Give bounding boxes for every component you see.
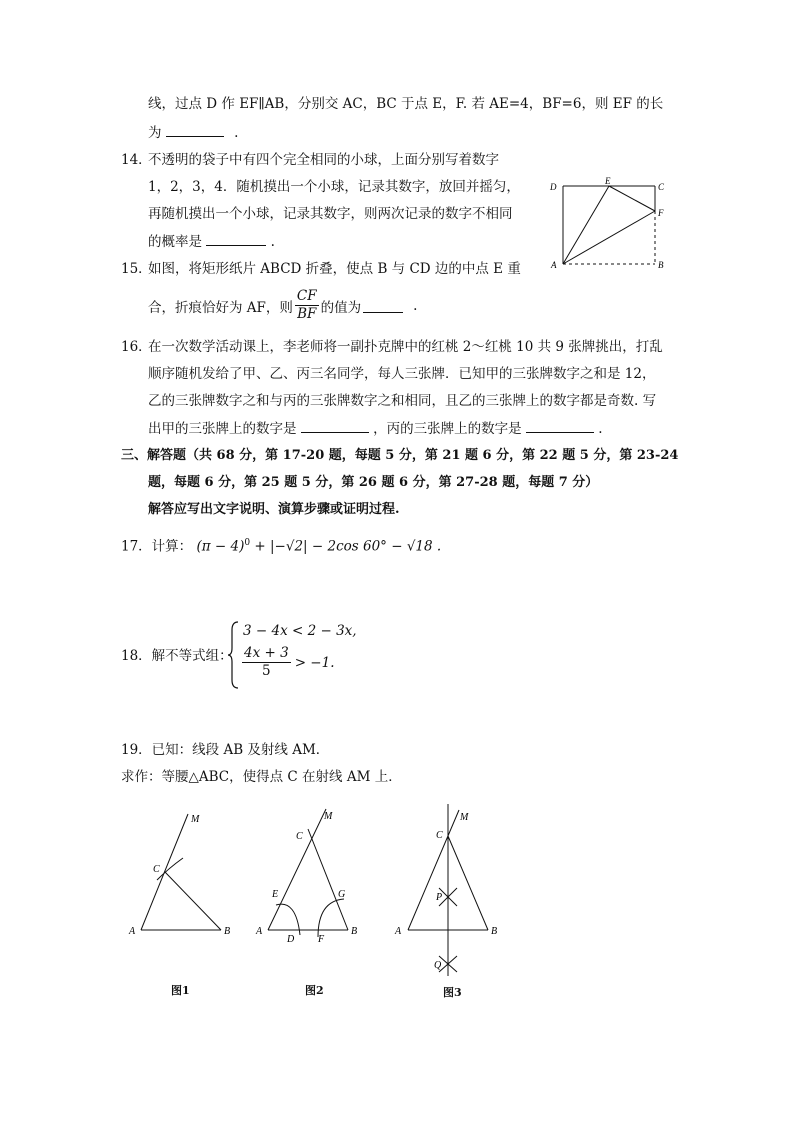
rect-seg-af xyxy=(563,211,655,264)
q13-answer-blank[interactable] xyxy=(166,122,224,137)
q14-line3: 再随机摸出一个小球，记录其数字，则两次记录的数字不相同 xyxy=(148,206,513,222)
q17-label: 17．计算： xyxy=(121,538,193,555)
q15-line1: 如图，将矩形纸片 ABCD 折叠，使点 B 与 CD 边的中点 E 重 xyxy=(148,261,521,277)
figure-2 xyxy=(252,805,372,945)
q15-suffix: . xyxy=(413,297,418,314)
q15-prefix: 合，折痕恰好为 AF，则 xyxy=(148,299,293,316)
figure-1 xyxy=(125,808,245,943)
q15-number: 15． xyxy=(121,261,152,277)
fig3-ray-am xyxy=(408,810,459,930)
q15-fraction xyxy=(295,288,319,323)
q14-answer-blank[interactable] xyxy=(206,231,266,246)
q16-part-a: 出甲的三张牌上的数字是 xyxy=(148,421,297,437)
fig3-caption: 图3 xyxy=(443,986,462,999)
rectangle-fold-figure xyxy=(545,176,675,276)
fig3-seg-bc xyxy=(448,836,488,930)
q18-fraction xyxy=(242,645,291,680)
fig1-seg-cb xyxy=(165,872,221,930)
fig2-caption: 图2 xyxy=(305,984,324,997)
fig2-ray-am xyxy=(268,809,326,930)
q16-line1: 在一次数学活动课上，李老师将一副扑克牌中的红桃 2～红桃 10 共 9 张牌挑出，打乱 xyxy=(148,339,663,355)
fig1-label-m: M xyxy=(191,814,200,825)
rect-label-e: E xyxy=(605,176,611,186)
fig3-label-m: M xyxy=(460,812,469,823)
q19-line1: 19．已知：线段 AB 及射线 AM． xyxy=(121,742,330,758)
q14-number: 14． xyxy=(121,152,152,168)
fig3-label-c: C xyxy=(436,830,443,841)
fig2-label-a: A xyxy=(256,926,263,937)
fig2-label-e: E xyxy=(272,889,279,900)
rect-seg-ef xyxy=(609,186,655,211)
q16-answer-blank-a[interactable] xyxy=(301,418,369,433)
q13-suffix: . xyxy=(234,125,239,141)
q15-mid: 的值为 xyxy=(320,299,362,316)
fig1-label-a: A xyxy=(129,926,136,937)
q16-part-c: . xyxy=(598,421,603,437)
q16-line4 xyxy=(148,418,602,439)
q14-suffix: . xyxy=(270,234,275,250)
q14-prefix: 的概率是 xyxy=(148,234,202,250)
q18-label: 18．解不等式组： xyxy=(121,648,233,664)
q18-ineq1: 3 − 4x < 2 − 3x, xyxy=(243,623,357,639)
q18-ineq2 xyxy=(240,645,334,680)
fig1-ray-am xyxy=(141,814,188,930)
q14-line2: 1，2，3，4．随机摸出一个小球，记录其数字，放回并摇匀， xyxy=(148,179,520,195)
q18-frac-num: 4x + 3 xyxy=(244,645,289,661)
q18-frac-den: 5 xyxy=(262,663,271,679)
figure-3 xyxy=(390,800,510,980)
fig1-caption: 图1 xyxy=(171,984,190,997)
q17-exponent: 0 xyxy=(244,538,251,548)
q17-question xyxy=(121,533,441,557)
fig2-label-c: C xyxy=(296,831,303,842)
section3-line2: 题，每题 6 分，第 25 题 5 分，第 26 题 6 分，第 27-28 题，每题 7 分） xyxy=(148,475,599,490)
q18-ineq2-rhs: > −1. xyxy=(294,654,335,671)
rect-label-b: B xyxy=(658,260,664,270)
fig3-label-b: B xyxy=(491,926,498,937)
fig2-seg-bc xyxy=(308,829,348,930)
q13-prefix: 为 xyxy=(148,125,162,141)
q13-line2 xyxy=(148,122,238,143)
rect-seg-ae xyxy=(563,186,609,264)
q15-answer-blank[interactable] xyxy=(363,298,403,313)
fig3-label-a: A xyxy=(395,926,402,937)
q13-line1: 线，过点 D 作 EF∥AB，分别交 AC，BC 于点 E，F. 若 AE=4，BF=6，则 EF 的长 xyxy=(148,96,664,112)
q16-answer-blank-b[interactable] xyxy=(526,418,594,433)
q17-expr-a: (π − 4) xyxy=(196,538,245,555)
fig2-label-d: D xyxy=(287,934,295,945)
fig3-label-p: P xyxy=(436,892,443,903)
fig2-label-b: B xyxy=(351,926,358,937)
section3-line1: 三、解答题（共 68 分，第 17-20 题，每题 5 分，第 21 题 6 分，第 22 题 5 分，第 23-24 xyxy=(121,448,679,463)
fig1-label-b: B xyxy=(224,926,231,937)
fig3-label-q: Q xyxy=(434,960,442,971)
q16-part-b: ，丙的三张牌上的数字是 xyxy=(373,421,522,437)
q16-line3: 乙的三张牌数字之和与丙的三张牌数字之和相同，且乙的三张牌上的数字都是奇数. 写 xyxy=(148,393,657,409)
q14-line4 xyxy=(148,231,275,252)
rect-label-a: A xyxy=(551,260,557,270)
fig2-label-g: G xyxy=(338,889,346,900)
q15-line2 xyxy=(148,288,417,323)
q19-line2: 求作：等腰△ABC，使得点 C 在射线 AM 上． xyxy=(121,769,402,785)
rect-label-c: C xyxy=(658,182,665,192)
q17-expr-b: + |−√2| − 2cos 60° − √18 . xyxy=(250,538,442,555)
rect-label-d: D xyxy=(550,182,557,192)
fig1-label-c: C xyxy=(153,864,160,875)
q18-brace xyxy=(228,620,240,690)
rect-label-f: F xyxy=(658,208,664,218)
q15-frac-den: BF xyxy=(297,306,317,322)
section3-line3: 解答应写出文字说明、演算步骤或证明过程. xyxy=(148,502,400,517)
q16-number: 16． xyxy=(121,339,152,355)
fig2-arc-right xyxy=(318,899,344,937)
fig2-label-m: M xyxy=(324,811,333,822)
q14-line1: 不透明的袋子中有四个完全相同的小球，上面分别写着数字 xyxy=(148,152,499,168)
q16-line2: 顺序随机发给了甲、乙、丙三名同学，每人三张牌．已知甲的三张牌数字之和是 12， xyxy=(148,366,656,382)
q15-frac-num: CF xyxy=(296,288,317,304)
fig2-label-f: F xyxy=(318,934,325,945)
